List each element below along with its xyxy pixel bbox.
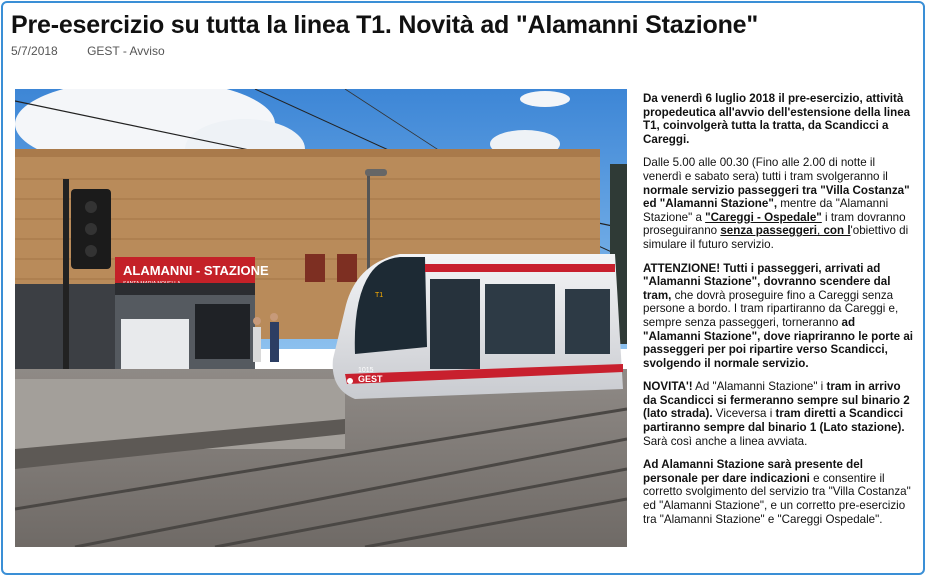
schedule-text-3: mentre da "Alamanni Stazione" a [643,197,889,224]
tram-logo: GEST [358,374,383,384]
schedule-text-6: senza passeggeri [720,224,818,238]
paragraph-staff [643,458,915,526]
novita-text-3: tram in arrivo da Scandicci si fermeranno sempre sul binario 2 (lato strada). [643,380,910,421]
novita-text-2: Ad "Alamanni Stazione" i [692,380,827,394]
article-card [1,1,925,575]
schedule-text-5: i tram dovranno proseguiranno [643,210,906,238]
intro-text: Da venerdì 6 luglio 2018 il pre-esercizio, attività propedeutica all'avvio dell'estensione della linea T1, coinvolgerà tutta la tratta, da Scandicci a Careggi. [643,92,911,146]
article-date: 5/7/2018 [11,44,58,58]
attention-text-4: dove riapriranno le porte ai passeggeri per poi ripartire verso Scandicci, svolgendo il normale servizio. [643,329,913,370]
schedule-text-7: , [817,224,824,238]
schedule-text-4: "Careggi - Ospedale" [705,210,822,224]
attention-text-1: ATTENZIONE! Tutti i passeggeri, arrivati ad "Alamanni Stazione", dovranno scendere dal tram, [643,261,891,302]
novita-text-4: Viceversa i [712,407,776,421]
paragraph-schedule [643,156,915,251]
attention-text-2: che dovrà proseguire fino a Careggi senza persone a bordo. I tram ripartiranno da Careggi e, sempre senza passeggeri, torneranno [643,288,899,329]
staff-text-1: Ad Alamanni Stazione sarà presente del personale per dare indicazioni [643,458,863,485]
schedule-text-9: 'obiettivo di simulare il futuro servizio. [643,224,909,251]
article-body [643,92,915,536]
staff-text-2: e consentire il corretto svolgimento del servizio tra "Villa Costanza" ed "Alamanni Stazione", e un corretto pre-esercizio tra "Alamanni Stazione" e "Careggi Ospedale". [643,471,911,526]
novita-text-5: tram diretti a Scandicci partiranno sempre dal binario 1 (Lato stazione). [643,407,905,435]
attention-text-3: ad "Alamanni Stazione", [643,315,856,343]
paragraph-intro [643,92,915,146]
schedule-text-8: con l [823,224,851,238]
article-author: GEST - Avviso [87,44,165,58]
schedule-text-2: normale servizio passeggeri tra "Villa Costanza" ed "Alamanni Stazione", [643,183,910,211]
station-sign: ALAMANNI - STAZIONE [123,263,269,278]
tram-line: T1 [375,292,384,299]
paragraph-novita [643,380,915,448]
novita-text-1: NOVITA'! [643,380,693,394]
novita-text-6: Sarà così anche a linea avviata. [643,434,808,448]
tram-number: 1015 [358,367,374,374]
article-meta [11,44,165,58]
schedule-text-1: Dalle 5.00 alle 00.30 (Fino alle 2.00 di notte il venerdì e sabato sera) tutti i tram svolgeranno il [643,156,888,183]
paragraph-attention [643,262,915,371]
article-title: Pre-esercizio su tutta la linea T1. Novità ad "Alamanni Stazione" [11,11,759,39]
article-photo [15,89,627,547]
